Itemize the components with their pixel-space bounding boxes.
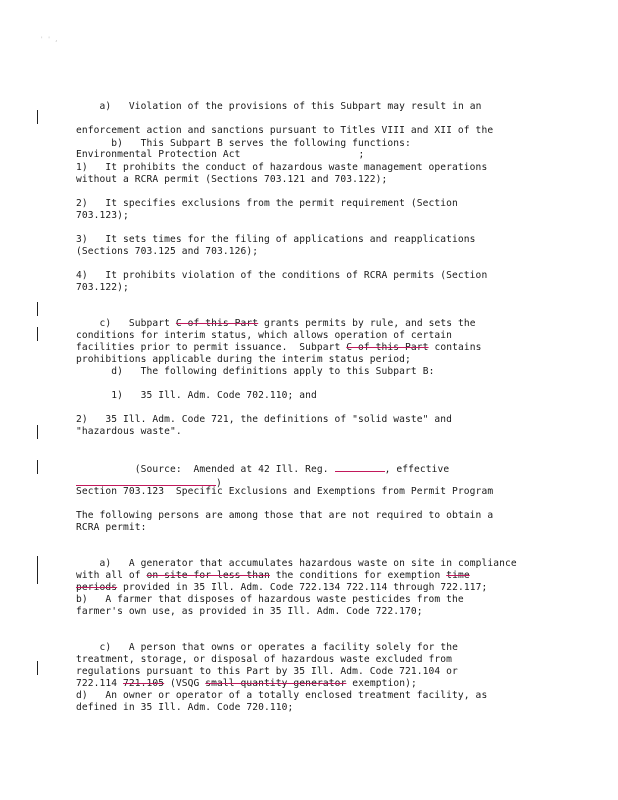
revision-bar: [37, 460, 38, 474]
text-run: provided in 35 Ill. Adm. Code 722.134 722.114 through 722.117;: [117, 582, 488, 593]
text-run: exemption);: [346, 678, 417, 689]
text-run: the conditions for exemption: [269, 570, 447, 581]
text-line: ;: [358, 149, 365, 160]
paragraph-2: 2) It specifies exclusions from the permit requirement (Section 703.123);: [76, 198, 458, 221]
paragraph-d: d) The following definitions apply to this Subpart B:: [76, 366, 435, 377]
paragraph-violation: [76, 89, 536, 173]
blank-field: [76, 476, 216, 486]
revision-bar: [37, 556, 38, 584]
deleted-text: time periods: [76, 570, 470, 593]
revision-bar: [37, 110, 38, 124]
paragraph-d-owner: d) An owner or operator of a totally enclosed treatment facility, as defined in 35 Ill. Adm. Code 720.110;: [76, 690, 488, 713]
paragraph-b: b) This Subpart B serves the following functions:: [76, 138, 411, 149]
deleted-text: C of this Part: [346, 342, 429, 353]
paragraph-3: 3) It sets times for the filing of applications and reapplications (Sections 703.125 and 703.126);: [76, 234, 476, 257]
revision-bar: [37, 327, 38, 341]
paragraph-d1: 1) 35 Ill. Adm. Code 702.110; and: [76, 390, 317, 401]
text-run: a) A generator that accumulates hazardous waste on site in compliance with all of: [76, 558, 517, 581]
text-run: c) Subpart: [99, 318, 176, 329]
text-line: enforcement action and sanctions pursuant to Titles VIII and XII of the: [76, 125, 494, 136]
text-line: Environmental Protection Act: [76, 149, 241, 160]
deleted-text: 721.105: [123, 678, 165, 689]
paragraph-1: 1) It prohibits the conduct of hazardous waste management operations without a RCRA permit (Sections 703.121 and 703.122);: [76, 162, 488, 185]
text-run: c) A person that owns or operates a facility solely for the treatment, storage, or disposal of hazardous waste excluded from regulations pursuant to this Part by 35 Ill. Adm. Code 721.104 or 722.114: [76, 642, 458, 689]
paragraph-b-farmer: b) A farmer that disposes of hazardous waste pesticides from the farmer's own use, as provided in 35 Ill. Adm. Code 722.170;: [76, 594, 464, 617]
deleted-text: on site for less than: [146, 570, 270, 581]
revision-bar: [37, 661, 38, 675]
revision-bar: [37, 425, 38, 439]
deleted-text: small quantity generator: [205, 678, 347, 689]
text-run: , effective: [384, 464, 450, 475]
paragraph-intro: The following persons are among those that are not required to obtain a RCRA permit:: [76, 510, 494, 533]
deleted-text: C of this Part: [175, 318, 259, 329]
blank-field: [335, 462, 385, 472]
paragraph-4: 4) It prohibits violation of the conditions of RCRA permits (Section 703.122);: [76, 270, 488, 293]
text-run: grants permits by rule, and sets the conditions for interim status, which allows operation of certain facilities prior to permit issuance. Subpart: [76, 318, 476, 353]
header-mark: ' ' ,: [40, 36, 59, 43]
text-run: (VSQG: [164, 678, 206, 689]
text-line: a) Violation of the provisions of this Subpart may result in an: [99, 101, 482, 112]
revision-bar: [37, 302, 38, 316]
paragraph-d2: 2) 35 Ill. Adm. Code 721, the definitions of "solid waste" and "hazardous waste".: [76, 414, 453, 437]
text-run: ): [216, 478, 222, 489]
text-run: contains prohibitions applicable during the interim status period;: [76, 342, 482, 365]
section-heading: Section 703.123 Specific Exclusions and Exemptions from Permit Program: [76, 486, 494, 497]
text-run: (Source: Amended at 42 Ill. Reg.: [99, 464, 335, 475]
